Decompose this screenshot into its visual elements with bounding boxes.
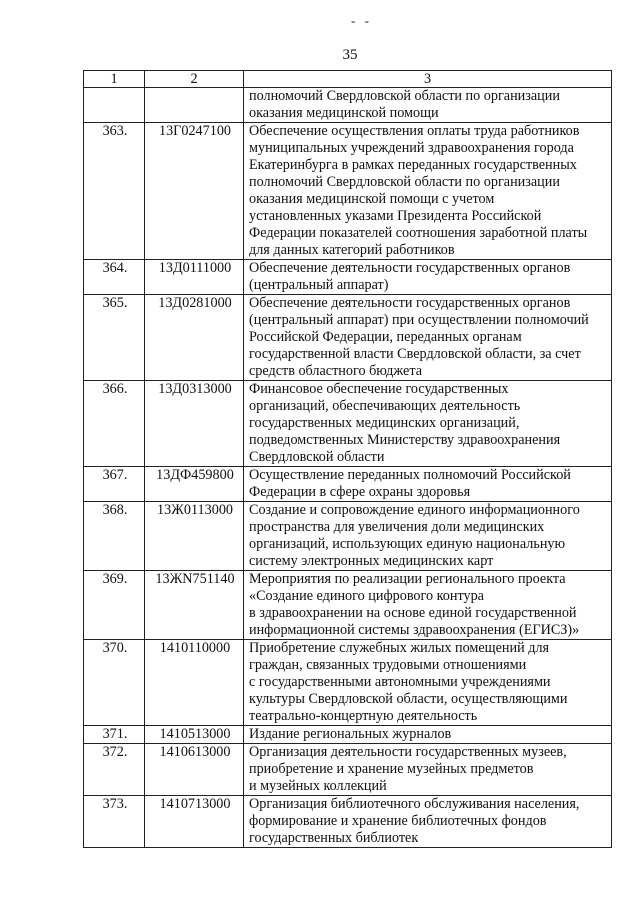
table-body — [84, 71, 612, 848]
description-line: Финансовое обеспечение государственных — [249, 381, 509, 397]
table-row — [84, 381, 612, 467]
table-row — [84, 571, 612, 640]
row-description — [244, 295, 612, 381]
description-line: средств областного бюджета — [249, 363, 422, 379]
table-row — [84, 502, 612, 571]
description-line: Обеспечение деятельности государственных органов — [249, 260, 571, 276]
description-line: Обеспечение осуществления оплаты труда работников — [249, 123, 580, 139]
row-number: 363. — [84, 123, 145, 260]
page-number: 35 — [342, 47, 358, 63]
table-row — [84, 88, 612, 123]
description-line: муниципальных учреждений здравоохранения города — [249, 140, 574, 156]
row-description — [244, 123, 612, 260]
description-line: Федерации показателей соотношения заработной платы — [249, 225, 588, 241]
row-number: 368. — [84, 502, 145, 571]
description-line: Издание региональных журналов — [249, 726, 452, 742]
description-line: Осуществление переданных полномочий Российской — [249, 467, 571, 483]
description-line: и музейных коллекций — [249, 778, 387, 794]
description-line: информационной системы здравоохранения (ЕГИСЗ)» — [249, 622, 580, 638]
description-line: полномочий Свердловской области по организации — [249, 174, 560, 190]
description-line: государственных медицинских организаций, — [249, 415, 520, 431]
description-line: Обеспечение деятельности государственных органов — [249, 295, 571, 311]
description-line: (центральный аппарат) при осуществлении полномочий — [249, 312, 589, 328]
row-code: 13ЖN751140 — [145, 571, 244, 640]
description-line: подведомственных Министерству здравоохранения — [249, 432, 561, 448]
table-row — [84, 467, 612, 502]
row-number: 365. — [84, 295, 145, 381]
row-number: 371. — [84, 726, 145, 744]
description-line: организаций, обеспечивающих деятельность — [249, 398, 521, 414]
row-number — [84, 88, 145, 123]
description-line: оказания медицинской помощи с учетом — [249, 191, 495, 207]
row-description — [244, 502, 612, 571]
description-line: Приобретение служебных жилых помещений для — [249, 640, 550, 656]
description-line: театрально-концертную деятельность — [249, 708, 478, 724]
description-line: с государственными автономными учреждениями — [249, 674, 551, 690]
row-description — [244, 640, 612, 726]
description-line: «Создание единого цифрового контура — [249, 588, 484, 604]
row-description — [244, 88, 612, 123]
table-row — [84, 260, 612, 295]
header-col-3: 3 — [244, 71, 612, 88]
row-code: 13Д0281000 — [145, 295, 244, 381]
description-line: Создание и сопровождение единого информационного — [249, 502, 580, 518]
row-number: 364. — [84, 260, 145, 295]
row-description — [244, 260, 612, 295]
row-code — [145, 88, 244, 123]
page-mark: - - — [351, 13, 372, 28]
header-col-2: 2 — [145, 71, 244, 88]
description-line: граждан, связанных трудовыми отношениями — [249, 657, 527, 673]
row-number: 370. — [84, 640, 145, 726]
row-description — [244, 744, 612, 796]
description-line: культуры Свердловской области, осуществляющими — [249, 691, 568, 707]
table-row — [84, 726, 612, 744]
row-code: 1410713000 — [145, 796, 244, 848]
description-line: Организация деятельности государственных музеев, — [249, 744, 567, 760]
row-code: 13Г0247100 — [145, 123, 244, 260]
description-line: (центральный аппарат) — [249, 277, 389, 293]
description-line: в здравоохранении на основе единой государственной — [249, 605, 577, 621]
budget-codes-table — [83, 70, 612, 848]
description-line: Свердловской области — [249, 449, 385, 465]
row-number: 369. — [84, 571, 145, 640]
description-line: организаций, использующих единую национальную — [249, 536, 566, 552]
row-number: 372. — [84, 744, 145, 796]
description-line: полномочий Свердловской области по организации — [249, 88, 560, 104]
description-line: Федерации в сфере охраны здоровья — [249, 484, 471, 500]
description-line: установленных указами Президента Российской — [249, 208, 542, 224]
description-line: систему электронных медицинских карт — [249, 553, 494, 569]
row-code: 13Д0111000 — [145, 260, 244, 295]
table-row — [84, 123, 612, 260]
description-line: Мероприятия по реализации регионального проекта — [249, 571, 566, 587]
row-number: 366. — [84, 381, 145, 467]
row-description — [244, 571, 612, 640]
row-description — [244, 467, 612, 502]
description-line: для данных категорий работников — [249, 242, 455, 258]
description-line: формирование и хранение библиотечных фондов — [249, 813, 547, 829]
row-description — [244, 381, 612, 467]
header-col-1: 1 — [84, 71, 145, 88]
row-number: 373. — [84, 796, 145, 848]
row-code: 13Ж0113000 — [145, 502, 244, 571]
description-line: приобретение и хранение музейных предметов — [249, 761, 534, 777]
description-line: государственной власти Свердловской области, за счет — [249, 346, 581, 362]
table-row — [84, 295, 612, 381]
row-code: 13ДФ459800 — [145, 467, 244, 502]
table-row — [84, 796, 612, 848]
description-line: Организация библиотечного обслуживания населения, — [249, 796, 580, 812]
row-code: 1410513000 — [145, 726, 244, 744]
row-number: 367. — [84, 467, 145, 502]
table-row — [84, 640, 612, 726]
row-description — [244, 796, 612, 848]
description-line: Екатеринбурга в рамках переданных государственных — [249, 157, 577, 173]
description-line: государственных библиотек — [249, 830, 419, 846]
description-line: Российской Федерации, переданных органам — [249, 329, 522, 345]
row-description — [244, 726, 612, 744]
row-code: 13Д0313000 — [145, 381, 244, 467]
table-header-row — [84, 71, 612, 88]
row-code: 1410110000 — [145, 640, 244, 726]
row-code: 1410613000 — [145, 744, 244, 796]
description-line: оказания медицинской помощи — [249, 105, 439, 121]
description-line: пространства для увеличения доли медицинских — [249, 519, 545, 535]
table-row — [84, 744, 612, 796]
